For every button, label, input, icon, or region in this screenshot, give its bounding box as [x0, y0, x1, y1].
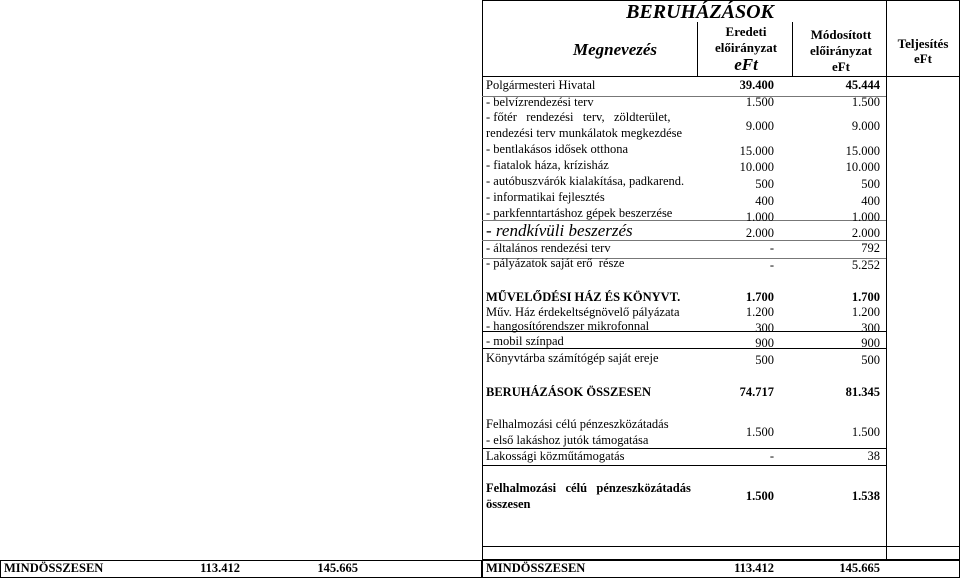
table-row-name-l1: - főtér rendezési terv, zöldterület,	[486, 110, 671, 124]
table-row-name: Műv. Ház érdekeltségnövelő pályázata	[486, 305, 680, 319]
table-row-name: - belvízrendezési terv	[486, 95, 594, 109]
table-row-mod: 1.200	[851, 305, 880, 319]
table-row-mod: 1.500	[851, 95, 880, 109]
table-row-orig: -	[769, 449, 774, 463]
table-row-orig: 15.000	[739, 144, 774, 158]
table-row-orig: 1.200	[745, 305, 774, 319]
col-completion-header-l2: eFt	[913, 51, 933, 66]
table-row-name: - mobil színpad	[486, 334, 564, 348]
table-row-mod: 300	[861, 321, 880, 335]
table-row-orig: 1.500	[745, 425, 774, 439]
table-row-mod: 500	[861, 177, 880, 191]
table-row-mod: 792	[861, 241, 880, 255]
table-row-name: - bentlakásos idősek otthona	[486, 142, 628, 156]
grand-total-right-mod: 145.665	[839, 561, 880, 575]
table-row-mod: 5.252	[851, 258, 880, 272]
table-row-name: - informatikai fejlesztés	[486, 190, 605, 204]
col-completion-header-l1: Teljesítés	[897, 36, 949, 51]
table-row-name: - első lakáshoz jutók támogatása	[486, 433, 649, 447]
investments-total-orig: 74.717	[739, 385, 774, 399]
col-name-header: Megnevezés	[572, 40, 658, 59]
table-row-orig: -	[769, 241, 774, 255]
section-title-culture-house: MŰVELŐDÉSI HÁZ ÉS KÖNYVT.	[486, 290, 681, 304]
culture-house-orig: 1.700	[745, 290, 774, 304]
table-row-orig: 500	[755, 177, 774, 191]
table-row-orig: 9.000	[745, 119, 774, 133]
col-modified-header-l1: Módosított	[810, 27, 872, 42]
culture-house-mod: 1.700	[851, 290, 880, 304]
table-row-orig: 2.000	[745, 226, 774, 240]
table-row-orig: 1.500	[745, 95, 774, 109]
header-name-divider	[697, 22, 698, 76]
investments-total-label: BERUHÁZÁSOK ÖSSZESEN	[486, 385, 651, 399]
table-row-name-l2: rendezési terv munkálatok megkezdése	[486, 126, 683, 140]
completion-column-divider	[886, 0, 887, 560]
table-row-name: Könyvtárba számítógép saját ereje	[486, 351, 659, 365]
table-row-name: - autóbuszvárók kialakítása, padkarend.	[486, 174, 685, 188]
table-row-mod: 900	[861, 336, 880, 350]
capital-funds-title: Felhalmozási célú pénzeszközátadás	[486, 417, 669, 431]
table-title: BERUHÁZÁSOK	[626, 1, 774, 23]
table-row-orig: 400	[755, 194, 774, 208]
table-row-orig: -	[769, 258, 774, 272]
header-orig-divider	[792, 22, 793, 76]
mayor-office-orig: 39.400	[739, 78, 774, 92]
grand-total-left-mod: 145.665	[317, 561, 358, 575]
investments-total-mod: 81.345	[845, 385, 880, 399]
grand-total-left-label: MINDÖSSZESEN	[4, 561, 104, 575]
grand-total-left-orig: 113.412	[200, 561, 240, 575]
capital-total-orig: 1.500	[745, 489, 774, 503]
capital-total-label-l2: összesen	[486, 497, 531, 511]
table-row-name: - hangosítórendszer mikrofonnal	[486, 319, 650, 333]
table-row-mod: 15.000	[845, 144, 880, 158]
header-divider	[482, 76, 960, 77]
capital-total-mod: 1.538	[851, 489, 880, 503]
col-original-header-l2: előirányzat	[714, 40, 778, 55]
table-row-name: - általános rendezési terv	[486, 241, 611, 255]
grand-total-right-orig: 113.412	[734, 561, 774, 575]
capital-total-label-l1: Felhalmozási célú pénzeszközátadás	[486, 481, 691, 495]
col-original-unit: eFt	[734, 55, 758, 74]
table-row-mod: 1.000	[851, 210, 880, 224]
table-row-name: - pályázatok saját erő része	[486, 256, 625, 270]
table-row-orig: 900	[755, 336, 774, 350]
table-row-mod: 2.000	[851, 226, 880, 240]
col-original-header-l1: Eredeti	[725, 24, 767, 39]
table-row-name: - fiatalok háza, krízisház	[486, 158, 609, 172]
table-row-mod: 1.500	[851, 425, 880, 439]
table-row-name: - rendkívüli beszerzés	[486, 221, 633, 240]
table-row-mod: 10.000	[845, 160, 880, 174]
table-row-orig: 10.000	[739, 160, 774, 174]
table-row-orig: 500	[755, 353, 774, 367]
grand-total-right-label: MINDÖSSZESEN	[486, 561, 586, 575]
table-row-name: - parkfenntartáshoz gépek beszerzése	[486, 206, 673, 220]
col-modified-header-l2: előirányzat	[809, 43, 873, 58]
table-row-mod: 38	[867, 449, 880, 463]
row-line-8	[482, 465, 886, 466]
table-row-mod: 9.000	[851, 119, 880, 133]
section-title-mayor-office: Polgármesteri Hivatal	[486, 78, 596, 92]
table-row-name: Lakossági közműtámogatás	[486, 449, 625, 463]
table-row-mod: 500	[861, 353, 880, 367]
table-row-orig: 1.000	[745, 210, 774, 224]
row-line-9	[482, 546, 960, 547]
col-modified-unit: eFt	[831, 59, 851, 74]
table-row-mod: 400	[861, 194, 880, 208]
table-row-orig: 300	[755, 321, 774, 335]
mayor-office-mod: 45.444	[845, 78, 880, 92]
